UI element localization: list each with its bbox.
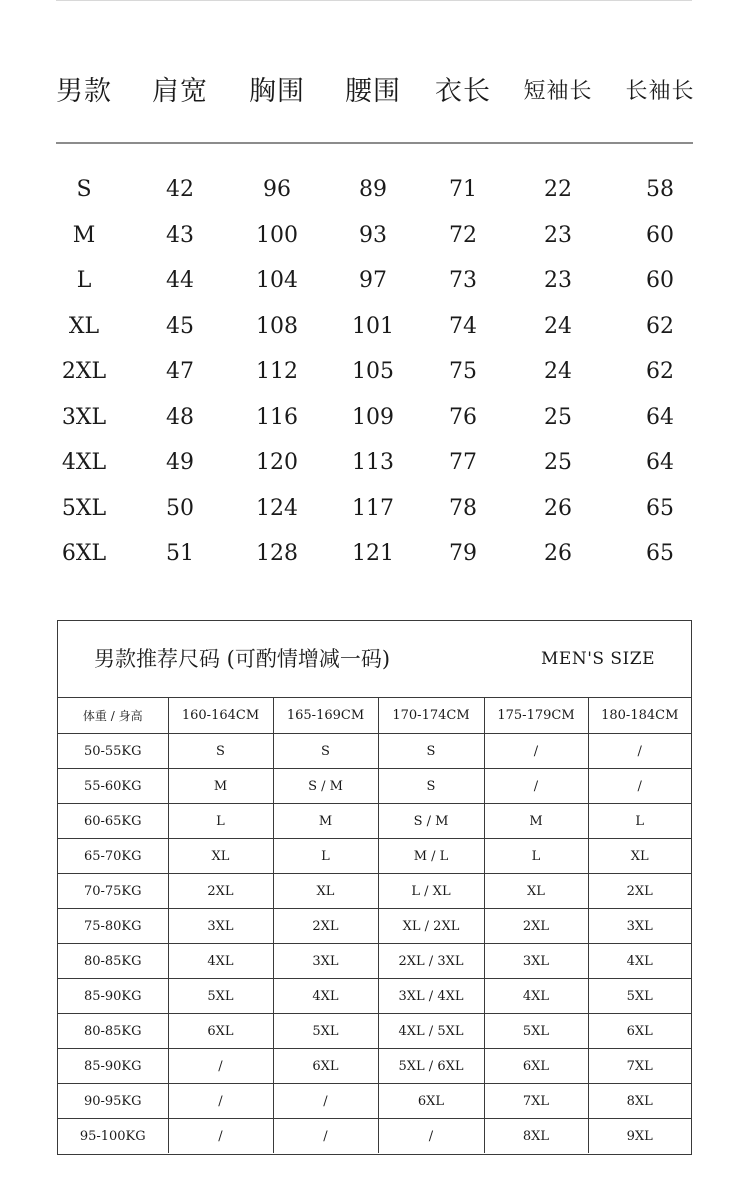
size-measurement: 100 [256,222,298,248]
size-measurement: 24 [544,313,572,339]
size-measurement: 43 [166,222,194,248]
size-recommendation-table [57,620,692,1155]
recommended-size-cell: 3XL / 4XL [378,979,484,1014]
recommended-size-cell: 5XL [484,1014,588,1049]
size-label: 5XL [61,495,107,521]
size-measurement: 44 [166,268,194,293]
height-range-header: 170-174CM [378,698,484,734]
table-row [58,1014,691,1049]
recommended-size-cell: XL [273,874,378,909]
recommended-size-cell: L / XL [378,874,484,909]
size-measurement: 113 [352,450,394,475]
weight-range-cell: 80-85KG [58,1014,168,1049]
recommended-size-cell: M / L [378,839,484,874]
table-row [58,874,691,909]
size-measurement: 72 [449,222,477,248]
size-measurement: 60 [646,222,674,248]
weight-range-cell: 95-100KG [58,1119,168,1154]
size-measurement: 65 [646,495,674,521]
header-length: 衣长 [435,76,491,107]
size-measurement: 116 [256,404,298,430]
table-row [58,1084,691,1119]
size-label: 2XL [61,359,107,384]
size-measurement: 23 [544,222,572,248]
recommended-size-cell: / [378,1119,484,1154]
table-row [58,944,691,979]
header-long-sleeve: 长袖长 [625,79,695,104]
weight-height-header: 体重 / 身高 [58,698,168,734]
recommended-size-cell: / [588,769,691,804]
size-measurement: 112 [256,359,298,384]
recommendation-title: 男款推荐尺码 (可酌情增减一码) [94,647,391,671]
recommended-size-cell: 2XL [168,874,273,909]
recommended-size-cell: 3XL [484,944,588,979]
recommended-size-cell: 7XL [484,1084,588,1119]
size-measurement: 71 [449,177,477,202]
size-measurement: 128 [256,541,298,566]
size-label: 4XL [61,450,107,475]
size-measurement: 42 [166,177,194,202]
size-row [0,441,750,485]
height-range-header: 175-179CM [484,698,588,734]
header-shoulder: 肩宽 [152,76,208,107]
recommended-size-cell: 6XL [378,1084,484,1119]
table-row [58,909,691,944]
recommended-size-cell: / [273,1084,378,1119]
size-row [0,396,750,440]
recommended-size-cell: / [168,1084,273,1119]
recommended-size-cell: / [273,1119,378,1154]
size-label: L [76,268,92,293]
size-measurement: 26 [544,541,572,566]
size-row [0,168,750,212]
recommended-size-cell: 7XL [588,1049,691,1084]
size-label: XL [68,313,100,339]
recommended-size-cell: 2XL [588,874,691,909]
size-label: S [76,177,92,202]
recommended-size-cell: 4XL [588,944,691,979]
size-measurement: 120 [256,450,298,475]
recommended-size-cell: M [168,769,273,804]
size-measurement: 22 [544,177,572,202]
recommended-size-cell: S [378,769,484,804]
size-measurement: 62 [646,313,674,339]
recommended-size-cell: S / M [273,769,378,804]
size-measurement: 77 [449,450,477,475]
size-measurement: 76 [449,404,477,430]
size-measurement: 109 [352,404,394,430]
size-measurement: 51 [166,541,194,566]
weight-range-cell: 60-65KG [58,804,168,839]
recommended-size-cell: L [273,839,378,874]
size-measurement: 64 [646,404,674,430]
size-measurement: 24 [544,359,572,384]
recommendation-header-row [58,698,691,734]
size-measurement: 74 [449,313,477,339]
size-measurement: 45 [166,313,194,339]
weight-range-cell: 90-95KG [58,1084,168,1119]
recommended-size-cell: XL [168,839,273,874]
size-measurement: 89 [359,177,387,202]
recommended-size-cell: 3XL [588,909,691,944]
recommendation-title-en: MEN'S SIZE [541,649,655,669]
recommended-size-cell: / [484,734,588,769]
size-measurement: 23 [544,268,572,293]
size-measurement: 48 [166,404,194,430]
weight-range-cell: 85-90KG [58,979,168,1014]
table-row [58,839,691,874]
weight-range-cell: 80-85KG [58,944,168,979]
recommended-size-cell: 6XL [588,1014,691,1049]
recommended-size-cell: 6XL [273,1049,378,1084]
size-measurement: 60 [646,268,674,293]
recommended-size-cell: XL / 2XL [378,909,484,944]
height-range-header: 165-169CM [273,698,378,734]
recommended-size-cell: S [273,734,378,769]
size-measurement: 49 [166,450,194,475]
recommended-size-cell: 2XL [273,909,378,944]
header-waist: 腰围 [345,76,401,107]
size-row [0,214,750,258]
table-row [58,1119,691,1154]
top-divider [56,0,692,1]
size-measurement: 93 [359,222,387,248]
recommended-size-cell: S [378,734,484,769]
weight-range-cell: 70-75KG [58,874,168,909]
recommended-size-cell: XL [588,839,691,874]
table-row [58,979,691,1014]
header-short-sleeve: 短袖长 [523,79,593,104]
recommended-size-cell: 2XL [484,909,588,944]
size-measurement: 64 [646,450,674,475]
recommended-size-cell: 5XL [168,979,273,1014]
size-measurement: 117 [352,495,394,521]
table-row [58,734,691,769]
size-measurement: 47 [166,359,194,384]
size-measurement: 121 [352,541,394,566]
size-chart-header [56,70,695,114]
size-measurement: 105 [352,359,394,384]
size-measurement: 75 [449,359,477,384]
weight-range-cell: 65-70KG [58,839,168,874]
recommended-size-cell: 4XL / 5XL [378,1014,484,1049]
size-measurement: 108 [256,313,298,339]
table-row [58,769,691,804]
recommended-size-cell: 5XL / 6XL [378,1049,484,1084]
header-chest: 胸围 [249,76,305,107]
size-measurement: 73 [449,268,477,293]
size-row [0,305,750,349]
recommended-size-cell: 8XL [484,1119,588,1154]
weight-range-cell: 85-90KG [58,1049,168,1084]
size-measurement: 101 [352,313,394,339]
size-row [0,259,750,303]
table-row [58,1049,691,1084]
weight-range-cell: 55-60KG [58,769,168,804]
recommended-size-cell: M [273,804,378,839]
size-measurement: 97 [359,268,387,293]
size-measurement: 25 [544,404,572,430]
size-measurement: 124 [256,495,298,521]
table-row [58,804,691,839]
recommended-size-cell: 5XL [273,1014,378,1049]
recommended-size-cell: / [168,1049,273,1084]
size-row [0,532,750,576]
recommended-size-cell: M [484,804,588,839]
size-label: 3XL [61,404,107,430]
size-measurement: 26 [544,495,572,521]
recommended-size-cell: 6XL [168,1014,273,1049]
recommended-size-cell: / [588,734,691,769]
size-measurement: 58 [646,177,674,202]
recommendation-grid [58,698,691,1153]
recommended-size-cell: 5XL [588,979,691,1014]
height-range-header: 160-164CM [168,698,273,734]
size-measurement: 79 [449,541,477,566]
size-measurement: 65 [646,541,674,566]
recommended-size-cell: L [484,839,588,874]
recommended-size-cell: 9XL [626,1128,653,1144]
recommended-size-cell: / [168,1119,273,1154]
recommended-size-cell: XL [484,874,588,909]
size-measurement: 50 [166,495,194,521]
weight-range-cell: 75-80KG [58,909,168,944]
recommended-size-cell: 4XL [168,944,273,979]
size-measurement: 78 [449,495,477,521]
recommended-size-cell: / [484,769,588,804]
recommended-size-cell: 2XL / 3XL [378,944,484,979]
recommended-size-cell: 4XL [273,979,378,1014]
recommended-size-cell: 3XL [168,909,273,944]
recommended-size-cell: 3XL [273,944,378,979]
header-divider [56,142,693,144]
size-measurement: 25 [544,450,572,475]
size-measurement: 104 [256,268,298,293]
recommended-size-cell: L [168,804,273,839]
recommended-size-cell: L [588,804,691,839]
recommended-size-cell: S [168,734,273,769]
recommendation-title-bar [58,621,691,698]
size-row [0,350,750,394]
weight-range-cell: 50-55KG [58,734,168,769]
header-style: 男款 [56,76,112,107]
size-label: 6XL [61,541,107,566]
size-measurement: 96 [263,177,291,202]
size-row [0,487,750,531]
size-measurement: 62 [646,359,674,384]
recommended-size-cell: 8XL [588,1084,691,1119]
height-range-header: 180-184CM [588,698,691,734]
size-label: M [72,222,96,248]
recommended-size-cell: 4XL [484,979,588,1014]
recommended-size-cell: S / M [378,804,484,839]
recommended-size-cell: 6XL [484,1049,588,1084]
